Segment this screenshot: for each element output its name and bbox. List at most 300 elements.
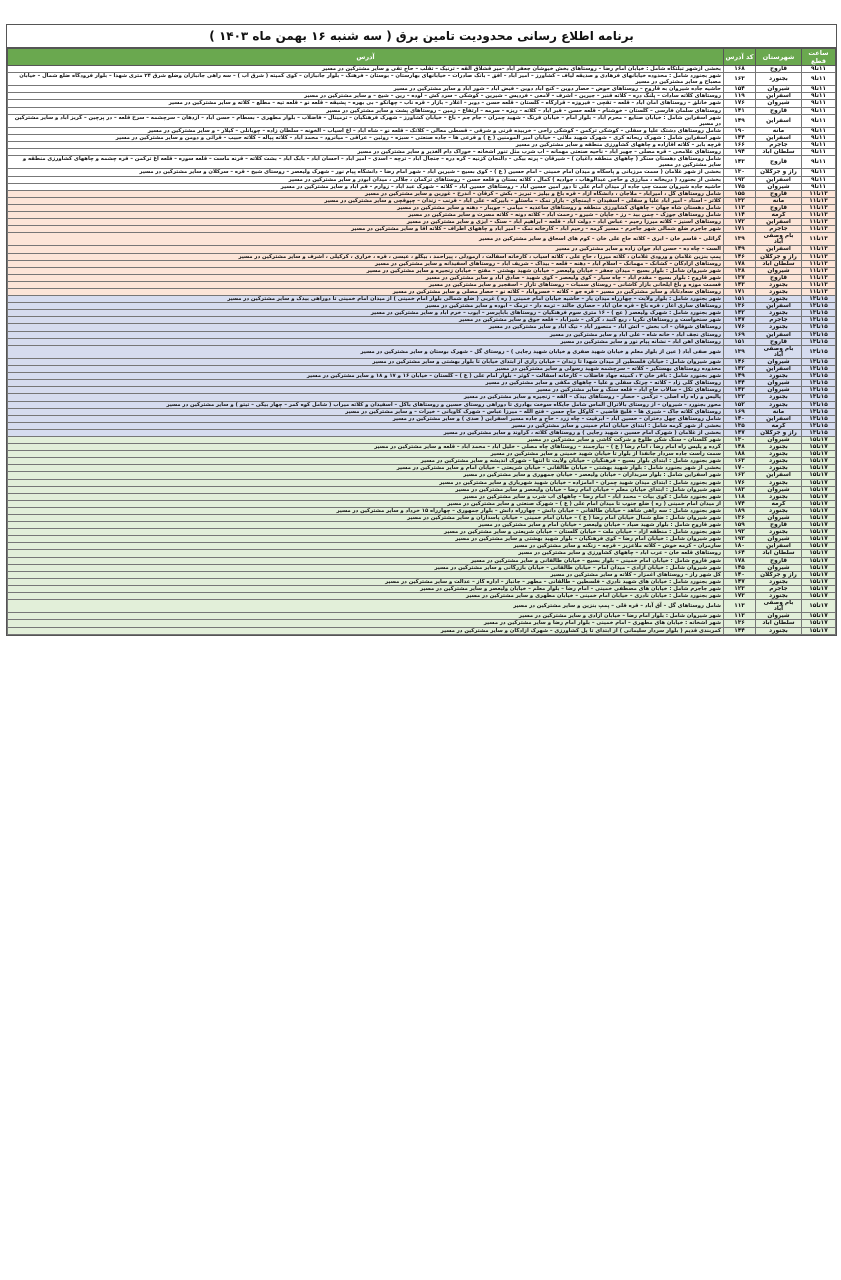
table-row — [8, 183, 836, 190]
cell-address: شهر اسفراین شامل : خیابان صنایع – محرم آباد – بلوار امام – خیابان فرنگ – شهید چمران – جام جم – باغ – خیابان کشاورز – شهرک فرهنگیان – ترمینال – فاضلاب – بلوار مطهری – بسطام – حسن آباد – ازدهان – سرچشمه – سرخ قلعه – در پرچین – گریز آباد و سایر مشترکین در مسیر — [8, 114, 724, 127]
cell-time: ۱۱تا۹ — [802, 107, 836, 114]
table-row — [8, 387, 836, 394]
table-row — [8, 317, 836, 324]
cell-time: ۱۱تا۹ — [802, 156, 836, 169]
cell-time: ۱۵تا۱۳ — [802, 303, 836, 310]
cell-time: ۱۵تا۱۳ — [802, 394, 836, 401]
cell-code: ۱۷۲ — [724, 219, 756, 226]
cell-code: ۱۱۳ — [724, 204, 756, 211]
cell-address: شهر جاجرم ضلع شمالی شهر جاجرم – مسیر گرمه – رحیم آباد – کارخانه نمک – امیر آباد و چاههای اطراف – کلاته آقا و سایر مشترکین در مسیر — [8, 226, 724, 233]
cell-time: ۱۵تا۱۳ — [802, 317, 836, 324]
cell-address: شهر شیروان شامل : خیابان آزادی – میدان امام – خیابان طالقانی – خیابان بازرگانی و سایر مشترکین در مسیر — [8, 564, 724, 571]
cell-city: قاروج — [756, 107, 802, 114]
cell-code: ۱۹۲ — [724, 176, 756, 183]
table-row — [8, 429, 836, 436]
cell-code: ۱۱۳ — [724, 600, 756, 613]
cell-address: شهر بجنورد شامل : شهرک ولیعصر ( عج ) – ۱۶ متری سوم فرهنگیان – روستاهای باباپرسر – ایوب – خرم آباد و سایر مشترکین در مسیر — [8, 310, 724, 317]
cell-city: شیروان — [756, 486, 802, 493]
cell-city: مانه — [756, 197, 802, 204]
table-row — [8, 479, 836, 486]
cell-address: کمربندی قدیم ( بلوار سردار سلیمانی ) از ابتدای تا پل کشاورزی – شهرک آزادگان و سایر مشترکین در مسیر — [8, 627, 724, 634]
cell-code: ۱۳۰ — [724, 436, 756, 443]
cell-city: بجنورد — [756, 296, 802, 303]
table-row — [8, 550, 836, 557]
cell-time: ۱۱تا۹ — [802, 93, 836, 100]
cell-code: ۱۶۹ — [724, 408, 756, 415]
cell-address: روستاهای ساری آغاز ، قره باغ – قره خان آباد – حصاری خالند – ترمه دار – ترمک – ابوده و سایر مشترکین در مسیر — [8, 303, 724, 310]
cell-code: ۱۲۳ — [724, 585, 756, 592]
table-row — [8, 415, 836, 422]
cell-address: کل شهر راز – روستاهای آغمزار – کلاته و سایر مشترکین در مسیر — [8, 571, 724, 578]
cell-code: ۱۶۲ — [724, 472, 756, 479]
cell-address: شامل روستاهای گل ، امیرآباد – ملاجان ، دانشگاه آزاد – قره باغ و بیلیز – تبریز – بکش – کرقان – اندرخ – غورین و سایر مشترکین در مسیر — [8, 190, 724, 197]
table-row — [8, 529, 836, 536]
cell-address: روستاهای سعادتآباد و سایر مشترکین در مسیر – قره جو – کلاته – خسروآباد – کلاته نو – حصار مصلی و سایر مشترکین در مسیر — [8, 289, 724, 296]
cell-time: ۱۵تا۱۳ — [802, 408, 836, 415]
cell-time: ۱۳تا۱۱ — [802, 197, 836, 204]
table-row — [8, 422, 836, 429]
cell-time: ۱۱تا۹ — [802, 142, 836, 149]
cell-city: اسفراین — [756, 134, 802, 141]
table-row — [8, 394, 836, 401]
cell-city: بام وصفی آباد — [756, 345, 802, 358]
cell-code: ۱۴۲ — [724, 310, 756, 317]
cell-address: از میدان امام خمینی ( ره ) ضلع جنوب تا میدان امام علی ( ع ) – شهرک صنعتی و سایر مشترکین در مسیر — [8, 500, 724, 507]
cell-code: ۱۹۳ — [724, 536, 756, 543]
cell-time: ۱۱تا۹ — [802, 134, 836, 141]
table-row — [8, 543, 836, 550]
cell-time: ۱۵تا۱۳ — [802, 345, 836, 358]
cell-time: ۱۷تا۱۵ — [802, 550, 836, 557]
cell-time: ۱۵تا۱۳ — [802, 422, 836, 429]
cell-city: بجنورد — [756, 593, 802, 600]
cell-city: گرمه — [756, 422, 802, 429]
cell-code: ۱۷۸ — [724, 260, 756, 267]
cell-code: ۱۷۴ — [724, 500, 756, 507]
cell-address: شهر اسفراین شامل : شهرک ریحانه کری – شهرک شهید ملائی – خیابان امیر المومنین ( ع ) و فرعی ها – جاده صنعتی – سبزه – روئین – عراقی – میانرود – محمد آباد – کلاته پیاله – کلاته حبیب – قرائی و دومن و سایر مشترکین در مسیر — [8, 134, 724, 141]
cell-city: قاروج — [756, 338, 802, 345]
cell-city: قاروج — [756, 156, 802, 169]
cell-time: ۱۳تا۱۱ — [802, 211, 836, 218]
cell-code: ۱۶۸ — [724, 66, 756, 73]
table-row — [8, 93, 836, 100]
cell-code: ۱۹۲ — [724, 529, 756, 536]
cell-city: اسفراین — [756, 176, 802, 183]
cell-time: ۱۱تا۹ — [802, 183, 836, 190]
cell-code: ۱۷۶ — [724, 324, 756, 331]
cell-code: ۱۷۳ — [724, 593, 756, 600]
cell-address: سارمران – کرمه خوش – کلاته ملاعزیز – قرچه – زنگنه و سایر مشترکین در مسیر — [8, 543, 724, 550]
cell-code: ۱۱۸ — [724, 493, 756, 500]
cell-address: محدوده روستاهای بهستگیر – کلاته – سرچشمه شهید رسولی و سایر مشترکین در مسیر — [8, 366, 724, 373]
cell-code: ۱۸۹ — [724, 507, 756, 514]
cell-city: اسفراین — [756, 415, 802, 422]
cell-code: ۱۱۳ — [724, 613, 756, 620]
cell-city: قاروج — [756, 522, 802, 529]
cell-city: جاجرم — [756, 585, 802, 592]
cell-code: ۱۴۹ — [724, 246, 756, 253]
cell-city: اسفراین — [756, 93, 802, 100]
table-row — [8, 600, 836, 613]
cell-time: ۱۷تا۱۵ — [802, 507, 836, 514]
cell-city: اسفراین — [756, 219, 802, 226]
cell-time: ۱۷تا۱۵ — [802, 557, 836, 564]
table-row — [8, 204, 836, 211]
cell-city: بجنورد — [756, 289, 802, 296]
cell-city: بجنورد — [756, 578, 802, 585]
cell-address: شهر آشخانه : خیابان های مطهری – امام خمینی – بلوار امام رضا و سایر مشترکین در مسیر — [8, 620, 724, 627]
cell-address: شهر بجنورد شامل : بلوار ولایت – چهارراه میدان یار – حاشیه خیابان امام خمینی ( ره ) غربی ( ضلع شمالی بلوار امام خمینی ) از میدان امام خمینی تا دوراهی بیدک و سایر مشترکین در مسیر — [8, 296, 724, 303]
cell-address: الست – چاه ده – حسن آباد جوان زاده و سایر مشترکین در مسیر — [8, 246, 724, 253]
table-row — [8, 436, 836, 443]
table-row — [8, 281, 836, 288]
cell-time: ۱۷تا۱۵ — [802, 486, 836, 493]
cell-time: ۱۷تا۱۵ — [802, 522, 836, 529]
table-row — [8, 358, 836, 365]
cell-time: ۱۳تا۱۱ — [802, 226, 836, 233]
cell-city: جاجرم — [756, 317, 802, 324]
table-row — [8, 310, 836, 317]
cell-code: ۱۷۶ — [724, 479, 756, 486]
table-row — [8, 274, 836, 281]
cell-city: شیروان — [756, 613, 802, 620]
cell-code: ۱۷۶ — [724, 100, 756, 107]
cell-city: اسفراین — [756, 331, 802, 338]
cell-time: ۱۷تا۱۵ — [802, 571, 836, 578]
cell-address: شهر شیروان شامل : ابتدای خیابان معلم – خیابان امام رضا – خیابان ولیعصر و سایر مشترکین در مسیر — [8, 486, 724, 493]
cell-city: بجنورد — [756, 281, 802, 288]
outage-table — [7, 48, 836, 635]
cell-code: ۱۴۳ — [724, 387, 756, 394]
cell-address: شهر خانلق – روستاهای امان آباد – قلعه – تقچی – فیروزه – قرارگاه – گلستان – قلعه حسن – دوبر – اغلار – بازار – قره ناب – چهانکو – بی بهره – پشیقه – قلعه نو – قلعه تیه – مطلع – کلاته و سایر مشترکین در مسیر — [8, 100, 724, 107]
cell-code: ۱۹۴ — [724, 149, 756, 156]
header-city: شهرستان — [756, 49, 802, 66]
cell-code: ۱۷۵ — [724, 183, 756, 190]
cell-city: اسفراین — [756, 472, 802, 479]
cell-code: ۱۴۴ — [724, 627, 756, 634]
cell-code: ۱۶۳ — [724, 73, 756, 86]
table-row — [8, 190, 836, 197]
cell-time: ۱۷تا۱۵ — [802, 479, 836, 486]
cell-code: ۱۴۷ — [724, 317, 756, 324]
cell-address: گرده و پلیس راه امام رضا ، امام رضا ( ع ) – بیارجمند – روستاهای چاه مصلی – خلیل آباد – محمد آباد – قلعه و سایر مشترکین در مسیر — [8, 444, 724, 451]
cell-address: شهر اسفراین شامل : بلوار سربداران – خیابان ولیعصر – خیابان جمهوری و سایر مشترکین در مسیر — [8, 472, 724, 479]
cell-city: مانه — [756, 127, 802, 134]
cell-city: سلطان آباد — [756, 550, 802, 557]
cell-city: گرمه — [756, 500, 802, 507]
cell-time: ۱۷تا۱۵ — [802, 627, 836, 634]
cell-address: بخشی از شهر غلامان ( سمت مرزبانی و پاسگاه و میدان امام خمینی – امام حسین ( ع ) – کوی بسیج – شیرین آباد – شهر امام رضا – دانشگاه پیام نور – شهرک ولیعصر – روستای شیخ – قره – سرکلان و سایر مشترکین در مسیر — [8, 169, 724, 176]
cell-city: قاروج — [756, 66, 802, 73]
table-row — [8, 296, 836, 303]
cell-address: شهر صفی آباد ( عین از بلوار معلم و خیابان شهید صفری و خیابان شهید رجایی ) – روستای گل – شهرک بوستان و سایر مشترکین در مسیر — [8, 345, 724, 358]
cell-city: شیروان — [756, 86, 802, 93]
cell-time: ۱۳تا۱۱ — [802, 260, 836, 267]
table-row — [8, 465, 836, 472]
cell-address: شامل روستاهای گل – آق آباد – قره قلی – پمپ بنزین و سایر مشترکین در مسیر — [8, 600, 724, 613]
cell-city: قاروج — [756, 204, 802, 211]
cell-city: مانه — [756, 408, 802, 415]
cell-code: ۱۵۱ — [724, 338, 756, 345]
cell-address: شهر شیروان شامل : خیابان امام رضا – کوی فرهنگیان – بلوار شهید بهشتی و سایر مشترکین در مسیر — [8, 536, 724, 543]
cell-address: پالیس و راه راه اصلی – ترکمن – حصار – روستاهای بیدک – آلقه – زنجیره و سایر مشترکین در مسیر — [8, 394, 724, 401]
cell-code: ۱۴۷ — [724, 578, 756, 585]
cell-time: ۱۷تا۱۵ — [802, 593, 836, 600]
cell-city: قاروج — [756, 190, 802, 197]
table-row — [8, 66, 836, 73]
table-row — [8, 253, 836, 260]
table-row — [8, 613, 836, 620]
cell-time: ۱۳تا۱۱ — [802, 267, 836, 274]
cell-city: شیروان — [756, 436, 802, 443]
cell-time: ۱۷تا۱۵ — [802, 472, 836, 479]
cell-time: ۱۷تا۱۵ — [802, 500, 836, 507]
cell-city: شیروان — [756, 564, 802, 571]
cell-city: شیروان — [756, 267, 802, 274]
outage-schedule-sheet — [6, 24, 837, 636]
cell-time: ۱۷تا۱۵ — [802, 515, 836, 522]
cell-city: اسفراین — [756, 114, 802, 127]
cell-address: شهر گلستان – سنگ شکن طلوع و شرکت کاشی و سایر مشترکین در مسیر — [8, 436, 724, 443]
table-row — [8, 380, 836, 387]
cell-code: ۱۳۶ — [724, 620, 756, 627]
cell-address: شهر شیروان شامل : بلوار بسیج – میدان جعفر – خیابان ولیعصر – خیابان شهید بهشتی – مفتح – خیابان زنجیره و سایر مشترکین در مسیر — [8, 267, 724, 274]
cell-code: ۱۸۸ — [724, 451, 756, 458]
cell-time: ۱۵تا۱۳ — [802, 310, 836, 317]
cell-time: ۱۵تا۱۳ — [802, 296, 836, 303]
cell-address: شهر بجنورد شامل : ابتدای میدان شهید چمران – امامزاده – خیابان شهید شهریاری و سایر مشترکین در مسیر — [8, 479, 724, 486]
cell-code: ۱۵۲ — [724, 401, 756, 408]
cell-code: ۱۴۵ — [724, 564, 756, 571]
cell-address: سمت راست جاده سردار جانفدا از بلوار تا خیابان شهید خمینی و سایر مشترکین در مسیر — [8, 451, 724, 458]
cell-time: ۱۷تا۱۵ — [802, 620, 836, 627]
cell-address: روستاهای تکل – سالاب حاج آباد – قلعه سنگ و سایر مشترکین در مسیر — [8, 387, 724, 394]
cell-time: ۱۱تا۹ — [802, 73, 836, 86]
cell-city: راز و جرگلان — [756, 253, 802, 260]
cell-city: سلطان آباد — [756, 260, 802, 267]
table-row — [8, 142, 836, 149]
cell-time: ۱۷تا۱۵ — [802, 564, 836, 571]
cell-city: شیروان — [756, 515, 802, 522]
table-row — [8, 578, 836, 585]
cell-city: راز و جرگلان — [756, 571, 802, 578]
cell-code: ۱۱۴ — [724, 211, 756, 218]
cell-address: بخشی از بجنورد ( دریخانه ، مبارزی و حاجی عبدالوهاب ، جوادیه ) کمال ، کلاته بستان و قلعه حسن – روستاهای ترکمان ، جلالی ، میدان ابوذر و سایر مشترکین در مسیر — [8, 176, 724, 183]
cell-code: ۱۴۸ — [724, 444, 756, 451]
cell-time: ۱۱تا۹ — [802, 86, 836, 93]
cell-code: ۱۹۰ — [724, 127, 756, 134]
cell-address: شهر بجنورد شامل : خیابان نادری – خیابان امام خمینی – خیابان مطهری و سایر مشترکین در مسیر — [8, 593, 724, 600]
cell-code: ۱۷۸ — [724, 557, 756, 564]
cell-city: بجنورد — [756, 394, 802, 401]
cell-address: شهر سنخواست و روستاهای نگریا ، ربع گنبد ، کرکی – شیرآباد – قلعه جوق و سایر مشترکین در مسیر — [8, 317, 724, 324]
header-code: کد آدرس — [724, 49, 756, 66]
cell-time: ۱۷تا۱۵ — [802, 493, 836, 500]
cell-time: ۱۱تا۹ — [802, 100, 836, 107]
table-row — [8, 86, 836, 93]
cell-time: ۱۷تا۱۵ — [802, 444, 836, 451]
cell-time: ۱۷تا۱۵ — [802, 536, 836, 543]
cell-code: ۱۷۱ — [724, 226, 756, 233]
cell-address: بخشی از شهر گرمه شامل : ابتدای خیابان امام خمینی و سایر مشترکین در مسیر — [8, 422, 724, 429]
cell-code: ۱۳۰ — [724, 169, 756, 176]
cell-address: شامل روستاهای چهل دختران – حسین آباد – ابرقیت – چاه زرد – حاج و جاده مسیر اسفراین ( صدی ) و سایر مشترکین در مسیر — [8, 415, 724, 422]
cell-code: ۱۸۳ — [724, 486, 756, 493]
cell-code: ۱۵۴ — [724, 86, 756, 93]
cell-code: ۱۴۳ — [724, 156, 756, 169]
cell-time: ۱۵تا۱۳ — [802, 366, 836, 373]
table-row — [8, 571, 836, 578]
cell-city: شیروان — [756, 387, 802, 394]
cell-city: بجنورد — [756, 324, 802, 331]
cell-code: ۱۴۹ — [724, 373, 756, 380]
cell-code: ۱۳۲ — [724, 394, 756, 401]
cell-code: ۱۴۶ — [724, 253, 756, 260]
cell-city: بجنورد — [756, 444, 802, 451]
table-row — [8, 303, 836, 310]
cell-city: شیروان — [756, 100, 802, 107]
cell-address: حاشیه جاده شیروان سمت چپ جاده از میدان امام علی تا دور امین حسین آباد – روستاهای حسین آباد – کلاته – شهرک عبد آباد – زوارم – قم آباد و سایر مشترکین در مسیر — [8, 183, 724, 190]
cell-code: ۱۷۰ — [724, 465, 756, 472]
cell-address: روستاهای کلاته جاک – شیری ها – قلیچ قاضیی – کاوکل حاج حسن – فتح الله – میرزا عباس – شهرک کاویانی – خیرات – و سایر مشترکین در مسیر — [8, 408, 724, 415]
cell-city: بجنورد — [756, 493, 802, 500]
cell-city: بجنورد — [756, 310, 802, 317]
cell-address: شهر بجنورد شامل : محدوده خیابانهای فرهادی و صدیقه لیاف – کشاورز – امیر آباد – افق – بانک صادرات – خیابانهای بهارستان – بوستان – فرهنگ – بلوار جانبازان – کوی کمیته ( شرق آب ) – سه راهی جانبازان وضلع شرق ۲۴ متری شهدا – بلوار فرودگاه ضلع شمال – خیابان مصباح و سایر مشترکین در مسیر — [8, 73, 724, 86]
cell-time: ۱۵تا۱۳ — [802, 387, 836, 394]
cell-address: روستاهای گلی زاد – کلاته – چرتک سفلی و علیا – چاههای مکفی و سایر مشترکین در مسیر — [8, 380, 724, 387]
cell-code: ۱۴۱ — [724, 107, 756, 114]
cell-address: بخشی از غلامان ( شهرک امام حسین ، شهید رجایی ) و روستاهای کلاته ، گراوند و سایر مشترکین در مسیر — [8, 429, 724, 436]
table-row — [8, 233, 836, 246]
cell-address: قسمت موزه و باغ ایلخانی بازار کاشانی – روستای سمبات – روستاهای تاراز – اسفجیر و سایر مشترکین در مسیر — [8, 281, 724, 288]
cell-time: ۱۳تا۱۱ — [802, 204, 836, 211]
cell-time: ۱۱تا۹ — [802, 66, 836, 73]
cell-code: ۱۳۹ — [724, 345, 756, 358]
table-row — [8, 289, 836, 296]
cell-code: ۱۳۵ — [724, 422, 756, 429]
cell-time: ۱۳تا۱۱ — [802, 246, 836, 253]
cell-code: ۱۳۶ — [724, 515, 756, 522]
table-row — [8, 557, 836, 564]
cell-time: ۱۳تا۱۱ — [802, 274, 836, 281]
cell-address: شهر شیروان شامل : ضلع شمال خیابان امام رضا ( ع ) – خیابان امام خمینی – خیابان پاسداران و سایر مشترکین در مسیر — [8, 515, 724, 522]
page-title: برنامه اطلاع رسانی محدودیت تامین برق ( سه شنبه ۱۶ بهمن ماه ۱۴۰۳ ) — [7, 25, 836, 48]
cell-time: ۱۱تا۹ — [802, 176, 836, 183]
table-row — [8, 522, 836, 529]
table-row — [8, 451, 836, 458]
cell-address: کلاتر – استاد – امیر آباد علیا و سفلی – اسفیدان – ایمنچای – بازار نمک – ماستلو – بابیرکه – علی آباد – قرنب – زندان – چپوقچی و سایر مشترکین در مسیر — [8, 197, 724, 204]
cell-time: ۱۵تا۱۳ — [802, 358, 836, 365]
table-row — [8, 401, 836, 408]
cell-city: شیروان — [756, 380, 802, 387]
cell-address: شهر بجنورد شامل : سه راهی شاهد – خیابان طالقانی – خیابان دانش – چهارراه دانش – بلوار جمهوری – چهارراه ۱۵ خرداد و سایر مشترکین در مسیر — [8, 507, 724, 514]
cell-time: ۱۳تا۱۱ — [802, 281, 836, 288]
table-row — [8, 472, 836, 479]
cell-city: قاروج — [756, 557, 802, 564]
cell-code: ۱۳۸ — [724, 267, 756, 274]
table-row — [8, 267, 836, 274]
table-row — [8, 134, 836, 141]
cell-address: شهر قاروج شامل : بلوار شهید صیاد – خیابان ولیعصر – خیابان امام و سایر مشترکین در مسیر — [8, 522, 724, 529]
cell-address: شهر بجنورد شامل : کوی بیات – محمد آباد – امام رضا – چاههای آب شرب و سایر مشترکین در مسیر — [8, 493, 724, 500]
header-time: ساعت قطع — [802, 49, 836, 66]
table-row — [8, 620, 836, 627]
cell-city: سلطان آباد — [756, 620, 802, 627]
cell-city: اسفراین — [756, 303, 802, 310]
cell-city: شیروان — [756, 358, 802, 365]
table-row — [8, 114, 836, 127]
cell-code: ۱۴۴ — [724, 380, 756, 387]
cell-city: بجنورد — [756, 529, 802, 536]
table-row — [8, 127, 836, 134]
table-row — [8, 593, 836, 600]
cell-time: ۱۷تا۱۵ — [802, 613, 836, 620]
cell-time: ۱۱تا۹ — [802, 127, 836, 134]
cell-time: ۱۵تا۱۳ — [802, 415, 836, 422]
cell-address: شهر بجنورد شامل : منطقه آزاد – خیابان ملت – خیابان گلستان – خیابان شریعتی و سایر مشترکین در مسیر — [8, 529, 724, 536]
cell-address: بخشی از شهر بجنورد شامل : بلوار شهید بهشتی – خیابان طالقانی – خیابان شریعتی – خیابان امام و سایر مشترکین در مسیر — [8, 465, 724, 472]
cell-city: بجنورد — [756, 465, 802, 472]
cell-address: شهر قاروج : بلوار بسیج – مقدم آباد – چاه سیار – کوی ولیعصر – کوی شهید – صادق آباد و سایر مشترکین در مسیر — [8, 274, 724, 281]
cell-code: ۱۵۱ — [724, 296, 756, 303]
cell-code: ۱۴۰ — [724, 571, 756, 578]
cell-code: ۱۶۴ — [724, 550, 756, 557]
cell-time: ۱۷تا۱۵ — [802, 600, 836, 613]
table-row — [8, 493, 836, 500]
cell-city: راز و جرگلان — [756, 429, 802, 436]
header-address: آدرس — [8, 49, 724, 66]
table-body — [8, 66, 836, 635]
cell-city: بجنورد — [756, 401, 802, 408]
cell-code: ۱۶۳ — [724, 458, 756, 465]
cell-address: شامل روستاهای جوزک – چمن بید – رز – جاپان – شیرو – رحمت آباد – کلاته دونه – کلاته مسرت و سایر مشترکین در مسیر — [8, 211, 724, 218]
cell-city: بجنورد — [756, 458, 802, 465]
table-row — [8, 366, 836, 373]
cell-code: ۱۳۶ — [724, 303, 756, 310]
cell-city: بام وصفی آباد — [756, 600, 802, 613]
cell-code: ۱۵۹ — [724, 522, 756, 529]
cell-city: اسفراین — [756, 366, 802, 373]
cell-code: ۱۸۰ — [724, 543, 756, 550]
cell-address: روستاهای آزادگان – کشانک – مهمانک – اسلام آباد – دهنه – قلعه – بیداک – شریف آباد – روستاهای اسفیدانه و سایر مشترکین در مسیر — [8, 260, 724, 267]
cell-time: ۱۳تا۱۱ — [802, 253, 836, 260]
cell-code: ۱۱۹ — [724, 93, 756, 100]
table-row — [8, 338, 836, 345]
cell-time: ۱۱تا۹ — [802, 149, 836, 156]
table-row — [8, 260, 836, 267]
cell-address: حاشیه جاده شیروان به قاروج – روستاهای حوض – حصار دوین – کنج آباد دوین – فیض آباد – شور آباد و سایر مشترکین در مسیر — [8, 86, 724, 93]
cell-address: روستاهای شوقان – آب بخش – آتش آباد – منصور آباد – نیک آباد و سایر مشترکین در مسیر — [8, 324, 724, 331]
cell-address: روستاهای قلعه خان – عرب آباد – چاههای کشاورزی و سایر مشترکین در مسیر — [8, 550, 724, 557]
cell-city: بجنورد — [756, 627, 802, 634]
cell-address: پمپ بنزین غلامان و ورودی غلامان ، کلاته میرزا ، حاج علی ، کلاته آسیاب ، کارخانه آسفالت ، آرمودلی ، پیراحمد ، بیگلو ، عیسی ، قره ، خراری ، کرکیلی ، اشرف و سایر مشترکین در مسیر — [8, 253, 724, 260]
cell-time: ۱۷تا۱۵ — [802, 458, 836, 465]
table-row — [8, 507, 836, 514]
cell-city: گرمه — [756, 211, 802, 218]
table-row — [8, 169, 836, 176]
table-row — [8, 226, 836, 233]
cell-address: شهر قاروج شامل : خیابان امام خمینی – بلوار بسیج – خیابان طالقانی و سایر مشترکین در مسیر — [8, 557, 724, 564]
table-row — [8, 458, 836, 465]
cell-time: ۱۷تا۱۵ — [802, 436, 836, 443]
cell-code: ۱۶۹ — [724, 331, 756, 338]
cell-time: ۱۵تا۱۳ — [802, 331, 836, 338]
cell-time: ۱۷تا۱۵ — [802, 543, 836, 550]
cell-time: ۱۳تا۱۱ — [802, 219, 836, 226]
table-row — [8, 515, 836, 522]
table-row — [8, 156, 836, 169]
table-row — [8, 149, 836, 156]
